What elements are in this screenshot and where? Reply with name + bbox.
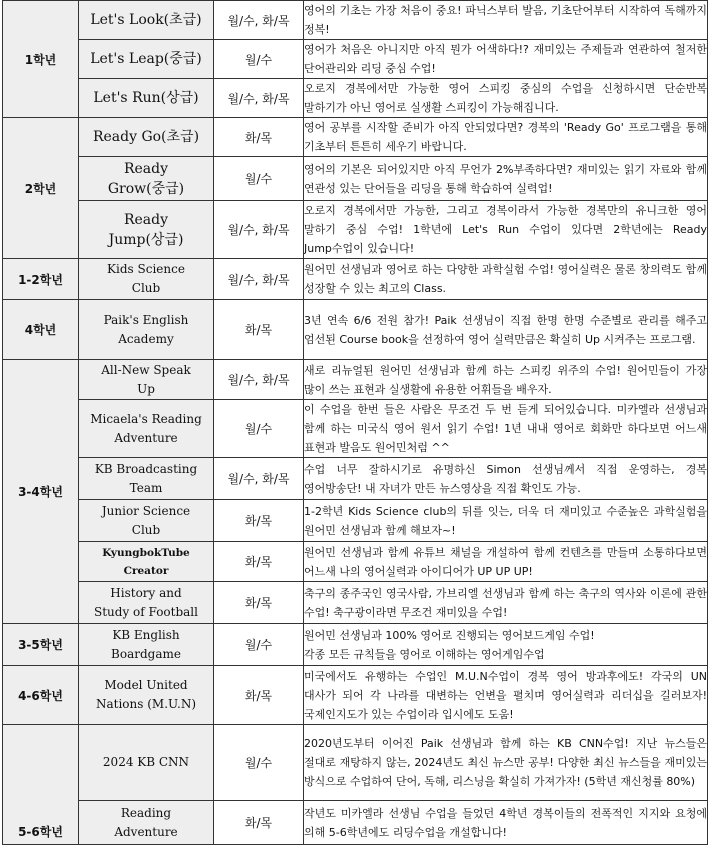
table-row: [3, 259, 708, 300]
description-cell: 영어의 기본은 되어있지만 아직 무언가 2%부족하다면? 재미있는 읽기 자료와 함께 연관성 있는 단어들을 리딩을 통해 학습하여 실력업!: [304, 157, 708, 201]
class-name-cell: [79, 582, 214, 624]
table-row: [3, 801, 708, 845]
table-row: [3, 542, 708, 582]
class-name-line: Grow(중급): [107, 180, 185, 197]
days-cell: 월/수, 화/목: [214, 1, 304, 40]
class-name-line: KB Broadcasting: [94, 461, 198, 476]
table-row: [3, 458, 708, 500]
days-cell: 월/수: [214, 725, 304, 801]
days-cell: 화/목: [214, 801, 304, 845]
days-cell: 월/수, 화/목: [214, 458, 304, 500]
class-name-cell: [79, 801, 214, 845]
class-name-line: Up: [137, 381, 155, 396]
table-row: [3, 1, 708, 40]
table-row: [3, 201, 708, 259]
class-name-line: All-New Speak: [101, 362, 191, 377]
description-cell: 작년도 미카엘라 선생님 수업을 들었던 4학년 경복이들의 전폭적인 지지와 요청에 의해 5-6학년에도 리딩수업을 개설합니다!: [304, 801, 708, 845]
class-name-line: Ready: [123, 211, 169, 228]
class-name-line: Study of Football: [94, 604, 198, 619]
class-name-line: Creator: [123, 564, 169, 577]
class-name-line: Club: [131, 522, 161, 537]
class-name-cell: [79, 500, 214, 542]
table-row: [3, 624, 708, 666]
grade-cell-4: 4학년: [3, 300, 79, 360]
grade-cell-1-2: 1-2학년: [3, 259, 79, 300]
table-row: [3, 118, 708, 157]
class-name-cell: 2024 KB CNN: [79, 725, 214, 801]
class-name-cell: Let's Look(초급): [79, 1, 214, 40]
class-name-line: Adventure: [114, 824, 178, 839]
description-cell: 원어민 선생님과 함께 유튜브 채널을 개설하여 함께 컨텐츠를 만들며 소통하다보면 어느새 나의 영어실력과 아이디어가 UP UP UP!: [304, 542, 708, 582]
grade-cell-3-4: 3-4학년: [3, 360, 79, 624]
days-cell: 월/수: [214, 40, 304, 79]
class-name-cell: [79, 542, 214, 582]
grade-cell-4-6: 4-6학년: [3, 666, 79, 725]
grade-cell-2: 2학년: [3, 118, 79, 259]
class-name-line: Paik's English: [103, 312, 189, 327]
class-name-line: Jump(상급): [108, 231, 184, 248]
grade-cell-1: 1학년: [3, 1, 79, 118]
days-cell: 월/수: [214, 400, 304, 458]
class-name-cell: Let's Leap(중급): [79, 40, 214, 79]
description-line: 각종 모든 규칙들을 영어로 이해하는 영어게임수업: [304, 647, 545, 661]
class-name-cell: [79, 666, 214, 725]
class-name-line: Nations (M.U.N): [95, 697, 197, 711]
class-name-line: Club: [131, 281, 161, 295]
description-cell: 이 수업을 한번 들은 사람은 무조건 두 번 듣게 되어있습니다. 미카엘라 선생님과 함께 하는 미국식 영어 원서 읽기 수업! 1년 내내 영어로 회화만 하다보면 어느새 표현과 발음도 원어민처럼 ^^: [304, 400, 708, 458]
days-cell: 월/수, 화/목: [214, 360, 304, 400]
table-row: [3, 40, 708, 79]
after-school-english-schedule-table: [2, 0, 708, 845]
description-cell: 오로지 경복에서만 가능한 영어 스피킹 중심의 수업을 신청하시면 단순반복 말하기가 아닌 영어로 실생활 스피킹이 가능해집니다.: [304, 79, 708, 118]
grade-cell-5-6: 5-6학년: [3, 725, 79, 845]
class-name-cell: Ready Go(초급): [79, 118, 214, 157]
class-name-cell: [79, 360, 214, 400]
days-cell: 화/목: [214, 300, 304, 360]
days-cell: 월/수: [214, 624, 304, 666]
class-name-line: Boardgame: [111, 646, 181, 661]
class-name-cell: [79, 400, 214, 458]
class-name-cell: [79, 624, 214, 666]
table-row: [3, 79, 708, 118]
class-name-line: Ready: [123, 160, 169, 177]
table-row: [3, 500, 708, 542]
days-cell: 화/목: [214, 582, 304, 624]
class-name-line: KB English: [112, 627, 180, 642]
days-cell: 월/수, 화/목: [214, 259, 304, 300]
table-row: [3, 400, 708, 458]
class-name-line: Micaela's Reading: [90, 411, 202, 426]
days-cell: 월/수: [214, 157, 304, 201]
table-row: [3, 360, 708, 400]
description-cell: 1-2학년 Kids Science club의 뒤를 잇는, 더욱 더 재미있고 수준높은 과학실험을 원어민 선생님과 함께 해보자~!: [304, 500, 708, 542]
class-name-cell: [79, 300, 214, 360]
table-row: [3, 300, 708, 360]
class-name-line: Model United: [104, 678, 188, 692]
class-name-line: Adventure: [114, 430, 178, 445]
class-name-line: KyungbokTube: [102, 546, 190, 559]
days-cell: 월/수, 화/목: [214, 201, 304, 259]
class-name-cell: Let's Run(상급): [79, 79, 214, 118]
description-cell: 영어의 기초는 가장 처음이 중요! 파닉스부터 발음, 기초단어부터 시작하여 독해까지 정복!: [304, 1, 708, 40]
description-cell: 3년 연속 6/6 전원 참가! Paik 선생님이 직접 한명 한명 수준별로 관리를 해주고 엄선된 Course book을 선정하여 영어 실력만큼은 확실히 Up 시켜주는 프로그램.: [304, 300, 708, 360]
class-name-line: Reading: [120, 805, 172, 820]
description-cell: 영어 공부를 시작할 준비가 아직 안되었다면? 경복의 'Ready Go' 프로그램을 통해 기초부터 튼튼히 세우기 바랍니다.: [304, 118, 708, 157]
days-cell: 화/목: [214, 500, 304, 542]
class-name-line: Junior Science: [101, 503, 191, 518]
table-row: [3, 725, 708, 801]
days-cell: 월/수, 화/목: [214, 79, 304, 118]
class-name-line: Kids Science: [107, 262, 185, 276]
class-name-line: Team: [129, 480, 163, 495]
class-name-cell: [79, 259, 214, 300]
class-name-cell: [79, 157, 214, 201]
table-row: [3, 582, 708, 624]
class-name-line: History and: [110, 585, 182, 600]
class-name-cell: [79, 458, 214, 500]
table-row: [3, 157, 708, 201]
description-cell: [304, 624, 708, 666]
description-line: 원어민 선생님과 100% 영어로 진행되는 영어보드게임 수업!: [304, 628, 595, 642]
description-cell: 수업 너무 잘하시기로 유명하신 Simon 선생님께서 직접 운영하는, 경복 영어방송단! 내 자녀가 만든 뉴스영상을 직접 확인도 가능.: [304, 458, 708, 500]
table-row: [3, 666, 708, 725]
days-cell: 화/목: [214, 118, 304, 157]
class-name-cell: [79, 201, 214, 259]
description-cell: 원어민 선생님과 영어로 하는 다양한 과학실험 수업! 영어실력은 물론 창의력도 함께 성장할 수 있는 최고의 Class.: [304, 259, 708, 300]
description-cell: 미국에서도 유행하는 수업인 M.U.N수업이 경복 영어 방과후에도! 각국의 UN 대사가 되어 각 나라를 대변하는 언변을 펼치며 영어실력과 리더십을 길러보자! 국제인지도가 있는 수업이라 입시에도 도움!: [304, 666, 708, 725]
description-cell: 오로지 경복에서만 가능한, 그리고 경복이라서 가능한 경복만의 유니크한 영어 말하기 중심 수업! 1학년에 Let's Run 수업이 있다면 2학년에는 Ready Jump수업이 있습니다!: [304, 201, 708, 259]
description-cell: 2020년도부터 이어진 Paik 선생님과 함께 하는 KB CNN수업! 지난 뉴스들은 절대로 재탕하지 않는, 2024년도 최신 뉴스만 공부! 다양한 최신 뉴스들을 재미있는 방식으로 수업하여 단어, 독해, 리스닝을 확실히 가져가자! (5학년 재신청률 80%): [304, 725, 708, 801]
description-cell: 새로 리뉴얼된 원어민 선생님과 함께 하는 스피킹 위주의 수업! 원어민들이 가장 많이 쓰는 표현과 실생활에 유용한 어휘들을 배우자.: [304, 360, 708, 400]
days-cell: 화/목: [214, 666, 304, 725]
grade-cell-3-5: 3-5학년: [3, 624, 79, 666]
days-cell: 화/목: [214, 542, 304, 582]
class-name-line: Academy: [118, 331, 174, 346]
description-cell: 축구의 종주국인 영국사람, 가브리엘 선생님과 함께 하는 축구의 역사와 이론에 관한 수업! 축구광이라면 무조건 재미있을 수업!: [304, 582, 708, 624]
description-cell: 영어가 처음은 아니지만 아직 뭔가 어색하다!? 재미있는 주제들과 연관하여 철저한 단어관리와 리딩 중심 수업!: [304, 40, 708, 79]
